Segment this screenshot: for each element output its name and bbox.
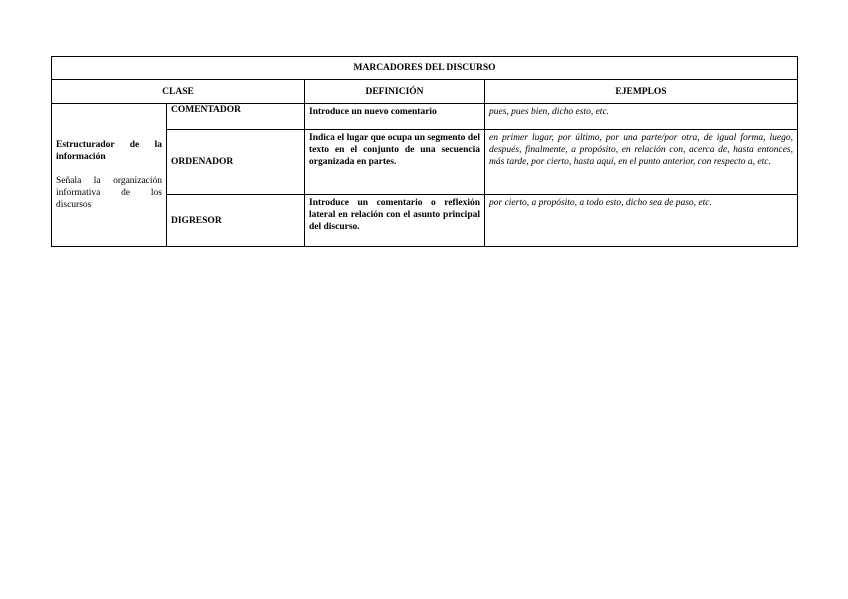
title-row [52, 57, 798, 80]
examples-cell: por cierto, a propósito, a todo esto, dicho sea de paso, etc. [485, 195, 798, 247]
examples-cell: pues, pues bien, dicho esto, etc. [485, 104, 798, 130]
header-definicion: DEFINICIÓN [305, 80, 485, 104]
definition-cell: Indica el lugar que ocupa un segmento del texto en el conjunto de una secuencia organizada en partes. [305, 130, 485, 195]
discourse-markers-table [51, 56, 798, 247]
definition-cell: Introduce un nuevo comentario [305, 104, 485, 130]
class-cell: ORDENADOR [167, 130, 305, 195]
table-title: MARCADORES DEL DISCURSO [52, 57, 798, 80]
category-description: Señala la organización informativa de los discursos [56, 176, 162, 210]
class-cell: COMENTADOR [167, 104, 305, 130]
category-name: Estructurador de la información [56, 140, 162, 162]
category-cell [52, 104, 167, 247]
header-row [52, 80, 798, 104]
definition-cell: Introduce un comentario o reflexión lateral en relación con el asunto principal del discurso. [305, 195, 485, 247]
header-ejemplos: EJEMPLOS [485, 80, 798, 104]
header-clase: CLASE [52, 80, 305, 104]
table-row [52, 104, 798, 130]
class-cell: DIGRESOR [167, 195, 305, 247]
examples-cell: en primer lugar, por último, por una parte/por otra, de igual forma, luego, después, finalmente, a propósito, en relación con, acerca de, hasta entonces, más tarde, por cierto, hasta aquí, en el punto anterior, con respecto a, etc. [485, 130, 798, 195]
